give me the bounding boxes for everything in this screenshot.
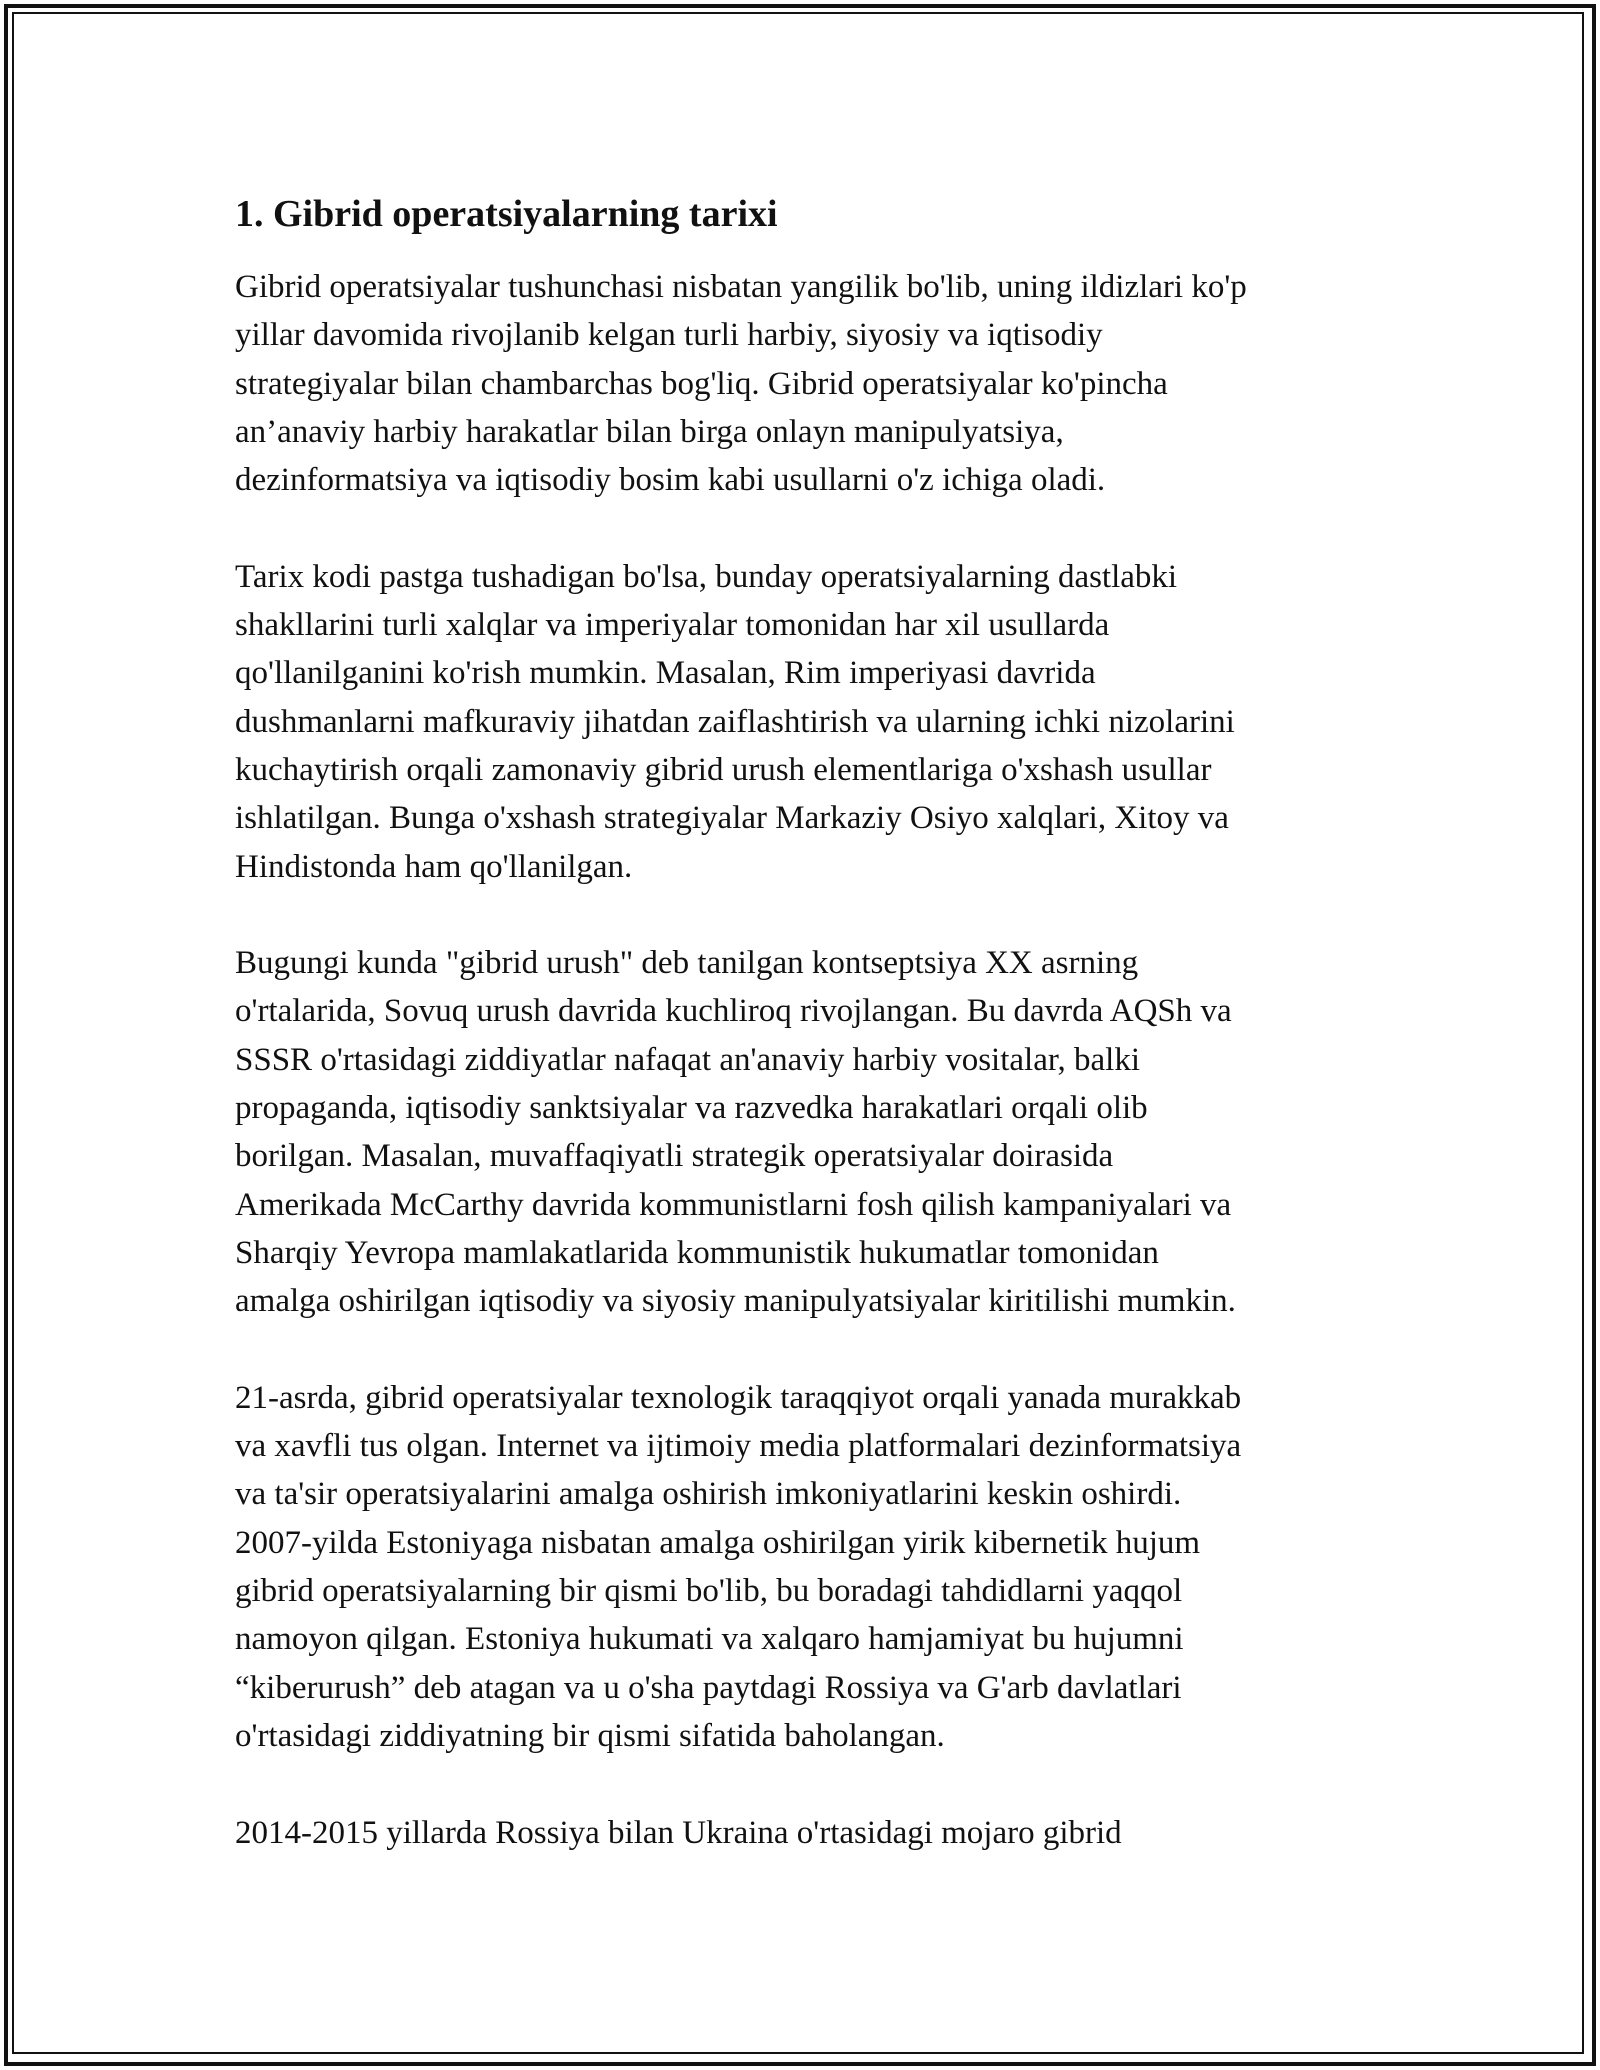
text-line: Tarix kodi pastga tushadigan bo'lsa, bunday operatsiyalarning dastlabki xyxy=(235,558,1178,595)
text-line: 2007-yilda Estoniyaga nisbatan amalga oshirilgan yirik kibernetik hujum xyxy=(235,1524,1201,1561)
text-line: Hindistonda ham qo'llanilgan. xyxy=(235,848,633,885)
paragraph-5 xyxy=(235,1809,1375,1857)
text-line: o'rtalarida, Sovuq urush davrida kuchliroq rivojlangan. Bu davrda AQSh va xyxy=(235,993,1232,1030)
paragraph-1 xyxy=(235,263,1375,504)
text-line: Amerikada McCarthy davrida kommunistlarni fosh qilish kampaniyalari va xyxy=(235,1186,1232,1223)
text-line: Sharqiy Yevropa mamlakatlarida kommunistik hukumatlar tomonidan xyxy=(235,1234,1159,1271)
text-line: va xavfli tus olgan. Internet va ijtimoiy media platformalari dezinformatsiya xyxy=(235,1428,1242,1465)
text-line: SSSR o'rtasidagi ziddiyatlar nafaqat an'anaviy harbiy vositalar, balki xyxy=(235,1041,1141,1078)
document-body xyxy=(235,185,1375,1905)
section-heading: 1. Gibrid operatsiyalarning tarixi xyxy=(235,193,778,235)
text-line: an’anaviy harbiy harakatlar bilan birga onlayn manipulyatsiya, xyxy=(235,413,1064,450)
text-line: borilgan. Masalan, muvaffaqiyatli strategik operatsiyalar doirasida xyxy=(235,1138,1114,1175)
text-line: strategiyalar bilan chambarchas bog'liq. Gibrid operatsiyalar ko'pincha xyxy=(235,365,1168,402)
text-line: namoyon qilgan. Estoniya hukumati va xalqaro hamjamiyat bu hujumni xyxy=(235,1621,1184,1658)
text-line: 2014-2015 yillarda Rossiya bilan Ukraina o'rtasidagi mojaro gibrid xyxy=(235,1814,1122,1851)
text-line: qo'llanilganini ko'rish mumkin. Masalan, Rim imperiyasi davrida xyxy=(235,655,1096,692)
text-line: yillar davomida rivojlanib kelgan turli harbiy, siyosiy va iqtisodiy xyxy=(235,317,1103,354)
text-line: o'rtasidagi ziddiyatning bir qismi sifatida baholangan. xyxy=(235,1717,945,1754)
paragraph-2 xyxy=(235,553,1375,891)
text-line: “kiberurush” deb atagan va u o'sha paytdagi Rossiya va G'arb davlatlari xyxy=(235,1669,1182,1706)
text-line: amalga oshirilgan iqtisodiy va siyosiy manipulyatsiyalar kiritilishi mumkin. xyxy=(235,1283,1236,1320)
paragraph-3 xyxy=(235,939,1375,1325)
text-line: gibrid operatsiyalarning bir qismi bo'lib, bu boradagi tahdidlarni yaqqol xyxy=(235,1573,1183,1610)
text-line: kuchaytirish orqali zamonaviy gibrid urush elementlariga o'xshash usullar xyxy=(235,751,1212,788)
text-line: Gibrid operatsiyalar tushunchasi nisbatan yangilik bo'lib, uning ildizlari ko'p xyxy=(235,269,1247,305)
paragraph-4 xyxy=(235,1374,1375,1760)
text-line: va ta'sir operatsiyalarini amalga oshirish imkoniyatlarini keskin oshirdi. xyxy=(235,1476,1182,1513)
text-line: Bugungi kunda "gibrid urush" deb tanilgan kontseptsiya XX asrning xyxy=(235,945,1139,982)
text-line: propaganda, iqtisodiy sanktsiyalar va razvedka harakatlari orqali olib xyxy=(235,1090,1148,1127)
text-line: dezinformatsiya va iqtisodiy bosim kabi usullarni o'z ichiga oladi. xyxy=(235,462,1106,499)
text-line: 21-asrda, gibrid operatsiyalar texnologik taraqqiyot orqali yanada murakkab xyxy=(235,1379,1242,1416)
text-line: dushmanlarni mafkuraviy jihatdan zaiflashtirish va ularning ichki nizolarini xyxy=(235,703,1235,740)
text-line: shakllarini turli xalqlar va imperiyalar tomonidan har xil usullarda xyxy=(235,607,1110,644)
text-line: ishlatilgan. Bunga o'xshash strategiyalar Markaziy Osiyo xalqlari, Xitoy va xyxy=(235,800,1229,837)
